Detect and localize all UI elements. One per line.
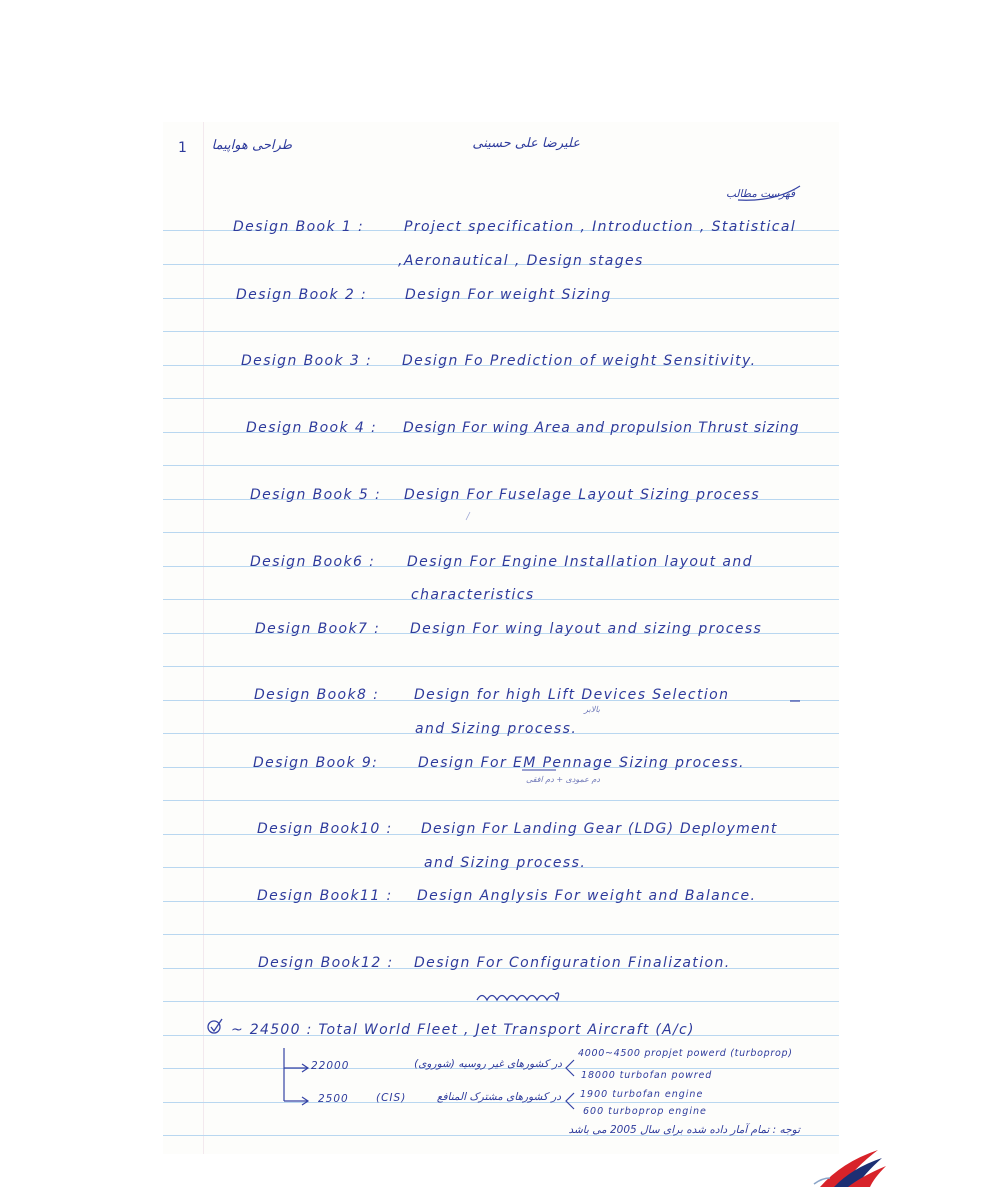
fleet-branch-1-detail-2: 18000 turbofan powred <box>581 1070 713 1081</box>
course-title: طراحی هواپیما <box>211 138 292 153</box>
book-11-label: Design Book11 : <box>257 888 393 904</box>
book-3-title: Design Fo Prediction of weight Sensitivity. <box>402 353 757 369</box>
fleet-branch-1-region: در کشورهای غیر روسیه (شوروی) <box>414 1058 562 1070</box>
book-5-label: Design Book 5 : <box>250 487 382 503</box>
book-1-label: Design Book 1 : <box>233 219 365 235</box>
book-1-title: Project specification , Introduction , Statistical <box>404 219 797 235</box>
book-8-note: بالابر <box>584 705 600 714</box>
book-2-label: Design Book 2 : <box>236 287 368 303</box>
fleet-headline: ~ 24500 : Total World Fleet , Jet Transport Aircraft (A/c) <box>231 1022 695 1038</box>
book-11-title: Design Anglysis For weight and Balance. <box>417 888 757 904</box>
book-10-title: Design For Landing Gear (LDG) Deployment <box>421 821 778 837</box>
book-10-label: Design Book10 : <box>257 821 393 837</box>
book-12-title: Design For Configuration Finalization. <box>414 955 731 971</box>
book-12-label: Design Book12 : <box>258 955 394 971</box>
book-4-label: Design Book 4 : <box>246 420 378 436</box>
book-3-label: Design Book 3 : <box>241 353 373 369</box>
book-6-label: Design Book6 : <box>250 554 376 570</box>
book-6-title-cont: characteristics <box>411 587 535 603</box>
book-9-note: دم عمودی + دم افقی <box>525 775 600 784</box>
book-5-title: Design For Fuselage Layout Sizing process <box>404 487 761 503</box>
book-7-title: Design For wing layout and sizing process <box>410 621 763 637</box>
book-8-title: Design for high Lift Devices Selection <box>414 687 730 703</box>
fleet-branch-2-code: (CIS) <box>376 1092 407 1104</box>
logo-swoosh-icon <box>812 1148 892 1187</box>
page-number: 1 <box>178 140 189 156</box>
book-4-title: Design For wing Area and propulsion Thrust sizing <box>403 420 800 436</box>
fleet-branch-2-value: 2500 <box>318 1093 349 1105</box>
statistics-note: توجه : تمام آمار داده شده برای سال 2005 می باشد <box>568 1124 800 1136</box>
fleet-branch-2-region: در کشورهای مشترک المنافع <box>436 1091 561 1103</box>
book-8-label: Design Book8 : <box>254 687 380 703</box>
book-9-title: Design For EM Pennage Sizing process. <box>418 755 745 771</box>
book-2-title: Design For weight Sizing <box>405 287 612 303</box>
fleet-branch-1-detail-1: 4000~4500 propjet powerd (turboprop) <box>578 1048 793 1059</box>
book-8-title-cont: and Sizing process. <box>415 721 578 737</box>
fleet-branch-1-value: 22000 <box>311 1060 350 1072</box>
book-10-title-cont: and Sizing process. <box>424 855 587 871</box>
book-7-label: Design Book7 : <box>255 621 381 637</box>
fleet-branch-2-detail-1: 1900 turbofan engine <box>580 1089 704 1100</box>
section-subtitle: فهرست مطالب <box>725 188 795 200</box>
book-1-title-cont: ,Aeronautical , Design stages <box>398 253 644 269</box>
book-9-label: Design Book 9: <box>253 755 379 771</box>
author-name: علیرضا علی حسینی <box>472 136 580 151</box>
book-6-title: Design For Engine Installation layout and <box>407 554 753 570</box>
fleet-branch-2-detail-2: 600 turboprop engine <box>583 1106 707 1117</box>
